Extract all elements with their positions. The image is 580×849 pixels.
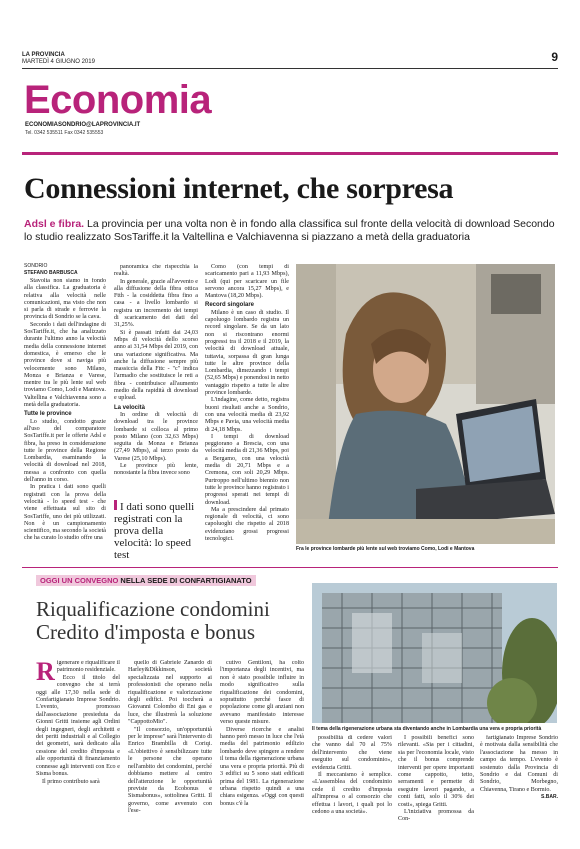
photo-caption: Fra le province lombarde più lente sul web troviamo Como, Lodi e Mantova [296,546,475,552]
photo-building-scaffolding [312,583,557,723]
paragraph: Como (con tempi di scaricamento pari a 11,93 Mbps), Lodi (qui per scaricare un file servono ancora 15,27 Mbps), e Mantova (18,20 Mbps). [205,264,289,300]
paragraph-text: igenerare e riqualificare il patrimonio residenziale. [56,660,120,674]
photo-caption: Il tema della rigenerazione urbana sta diventando anche in Lombardia una vera e propria priorità [312,726,542,732]
article-column-2 [114,264,198,504]
paragraph: Milano è un caso di studio. Il capoluogo lombardo registra un record singolare. Se da un lato non si riscontrano enormi progressi tra il 2018 e il 2019, la velocità di download attuale, tuttavia, sorpassa di gran lunga tutte le altre province della Lombardia, dimezzando i tempi (52,65 Mbps) e ponendosi in netto vantaggio rispetto a tutte le altre province lombarde. [205,309,289,397]
article-headline[interactable]: Connessioni internet, che sorpresa [24,172,454,205]
paragraph: "Il consorzio, un'opportunità per le imprese" sarà l'intervento di Enrico Brambilla di Coriqi. «L'obiettivo è sensibilizzare tutte le persone che operano nell'ambito dei condomini, perché dobbiamo mettere al centro dell'attenzione le opportunità previste da Ecobonus e Sismabonus», sottolinea Gritti. Il governo, come avvenuto con l'ese- [128,726,212,815]
paragraph: Il primo contributo sarà [42,778,100,785]
subheading: Tutte le province [24,411,72,418]
issue-date: MARTEDÌ 4 GIUGNO 2019 [22,59,95,65]
pull-quote-text: I dati sono quelli registrati con la prova della velocità: lo speed test [114,501,195,561]
article-photo[interactable] [296,264,555,544]
article-column-3 [205,264,289,544]
paragraph: Si è passati infatti dai 24,03 Mbps di velocità dello scorso anno ai 31,54 Mbps del 2019, con una variazione significativa. Ma anche la diffusione sempre più massiccia della Fttc - "c" indica l'armadio che sostituisce le reti a fibra - contribuisce all'aumento medio della rapidità di download e upload. [114,329,198,402]
article2-column-3 [220,660,304,849]
masthead [22,52,95,66]
article2-headline[interactable] [36,598,306,644]
paragraph: In generale, grazie all'avvento e alla diffusione della fibra ottica Ftth - la cosiddetta fibra fino a casa - a livello lombardo si registra un incremento dei tempi di scaricamento dei dati del 31,25%. [114,278,198,329]
article2-column-5 [398,735,474,849]
pull-quote [114,500,199,561]
paragraph: In pratica i dati sono quelli registrati con la prova della velocità - lo speed test - che viene effettuata sul sito di SosTariffe, uno dei più utilizzati. Non è un campionamento scientifico, ma secondo la società che ha curato lo studio offre una [24,484,106,542]
headline-line: Riqualificazione condomini [36,597,270,621]
section-divider [22,152,558,155]
article-divider [22,567,558,568]
section-title: Economia [24,78,212,122]
deck-text: La provincia per una volta non è in fondo alla classifica sul fronte della velocità di download Secondo lo studio realizzato SosTariffe.it la Valtellina e Valchiavenna si piazzano a metà della graduatoria [24,218,555,243]
subheading: La velocità [114,404,146,411]
byline [24,263,78,277]
paper-name: LA PROVINCIA [22,52,65,58]
paragraph: possibilità di cedere valori che vanno dal 70 al 75% dell'intervento che viene eseguito sul condominio», evidenzia Gritti. [312,735,392,771]
kicker [36,575,256,586]
article2-column-2 [128,660,212,849]
article2-photo[interactable] [312,583,557,723]
paragraph: Ecco il titolo del convegno che si terrà oggi alle 17,30 nella sede di Confartigianato Imprese Sondrio. L'evento, promosso dall'associazione presieduta da Gionni Gritti insieme agli Ordini degli ingegneri, degli architetti e dei periti industriali e al Collegio dei geometri, sarà dedicato alla cessione del credito d'imposta e alle opportunità di finanziamento connesse agli interventi con Eco e Sisma bonus. [36,674,120,778]
section-phone: Tel. 0342 535511 Fax 0342 535553 [25,130,104,136]
deck-lead: Adsl e fibra. [24,218,85,230]
article2-column-1 [36,660,120,849]
paragraph: Le province più lente, nonostante la fibra invece sono [114,463,198,477]
signature: S.BAR. [541,794,558,801]
paragraph: I possibili benefici sono rilevanti. «Sia per i cittadini, sia per l'economia locale, visto che il bonus comprende interventi per opere importanti come cappotto, tetto, serramenti e permette di eseguire lavori pagando, a conti fatti, solo il 30% dei costi», spiega Gritti. [398,735,474,808]
paragraph: Il meccanismo è semplice. «L'assemblea del condominio cede il credito d'imposta all'impresa o al consorzio che effettua i lavori, i quali poi lo cedono a una società». [312,772,392,816]
page-number: 9 [551,50,558,64]
section-email[interactable]: ECONOMIASONDRIO@LAPROVINCIA.IT [25,122,141,128]
paragraph: Secondo i dati dell'indagine di SosTariffe.it, che ha analizzato durante l'ultimo anno la velocità media della connessione internet domestica, è emerso che le province dove si naviga più velocemente sono Milano, Monza e Brianza e Varese, mentre tra le più lente sul web troviamo Como, Lodi e Mantova. Valtellina e Valchiavenna sono a metà della graduatoria. [24,321,106,409]
drop-cap: R [36,660,55,686]
quote-bar [114,500,117,510]
subheading: Record singolare [205,302,255,309]
paragraph: panoramica che rispecchia la realtà. [114,264,198,278]
photo-woman-laptop [296,264,555,544]
paragraph: Stavolta non siamo in fondo alla classifica. La graduatoria è relativa alla velocità nelle comunicazioni, ma visto che non si parla di strade e ferrovie la provincia di Sondrio se la cava. [24,278,106,321]
paragraph: I tempi di download peggiorano a Brescia, con una velocità media di 21,36 Mbps, poi a Bergamo, con una velocità media di 20,71 Mbps e a Cremona, con soli 20,29 Mbps. Purtroppo nell'ultimo biennio non tutte le province hanno registrato i progressi sperati nei tempi di download. [205,433,289,506]
author-name: STEFANO BARBUSCA [24,270,78,276]
headline-line: Credito d'imposta e bonus [36,620,256,644]
paragraph [36,660,120,686]
paragraph: Ma a prescindere dal primato regionale di velocità, ci sono capoluoghi che rispetto al 2018 evidenziano grossi progressi tecnologici. [205,506,289,542]
paragraph: Diverse ricerche e analisi hanno però messo in luce che l'età media del patrimonio edilizio lombardo deve spingere a rendere il tema della rigenerazione urbana una vera e propria priorità. Più di 3 edifici su 5 sono stati edificati prima del 1981. La rigenerazione urbana rispetto quindi a una chiara esigenza. «Oggi con questi bonus c'è la [220,726,304,807]
paragraph: Lo studio, condotto grazie all'uso del comparatore SosTariffe.it per le offerte Adsl e fibra, ha preso in considerazione tutte le province della Regione Lombardia, esaminando la velocità di download nel 2018, messa a confronto con quella dell'anno in corso. [24,418,106,484]
paragraph: quello di Gabriele Zanardo di Harley&Dikkinson, società specializzata nel supporto ai professionisti che operano nella riqualificazione e valorizzazione degli edifici. Poi toccherà a Giovanni Colombo di Eni gas e luce, che illustrerà la soluzione "CappottoMio". [128,660,212,726]
top-divider [22,68,558,69]
article-deck [24,218,559,244]
paragraph: L'iniziativa promossa da Con- [398,809,474,823]
kicker-highlight: OGGI UN CONVEGNO [40,576,119,585]
article2-column-4 [312,735,392,849]
article2-column-6 [480,735,558,849]
paragraph: fartigianato Imprese Sondrio è motivata dalla sensibilità che l'associazione ha messo in campo da tempo. L'evento è sostenuto dalla Provincia di Sondrio e dai Comuni di Sondrio, Morbegno, Chiavenna, Tirano e Bormio. [480,735,558,793]
dateline-place: SONDRIO [24,263,48,269]
article-column-1 [24,278,106,546]
paragraph: In ordine di velocità di download tra le province lombarde si colloca al primo posto Milano (con 32,63 Mbps) seguita da Monza e Brianza (27,49 Mbps), al terzo posto da Varese (25,10 Mbps). [114,411,198,462]
paragraph: L'indagine, come detto, registra buoni risultati anche a Sondrio, con una velocità media di 23,92 Mbps e Pavia, una velocità media di 24,18 Mbps. [205,397,289,433]
kicker-rest: NELLA SEDE DI CONFARTIGIANATO [118,576,252,585]
paragraph: cutivo Gentiloni, ha colto l'importanza degli incentivi, ma non è stato possibile influire in modo significativo sulla riqualificazione dei condomini, soprattutto perché fasce di popolazione come gli anziani non avevano manifestato interesse verso queste misure. [220,660,304,726]
